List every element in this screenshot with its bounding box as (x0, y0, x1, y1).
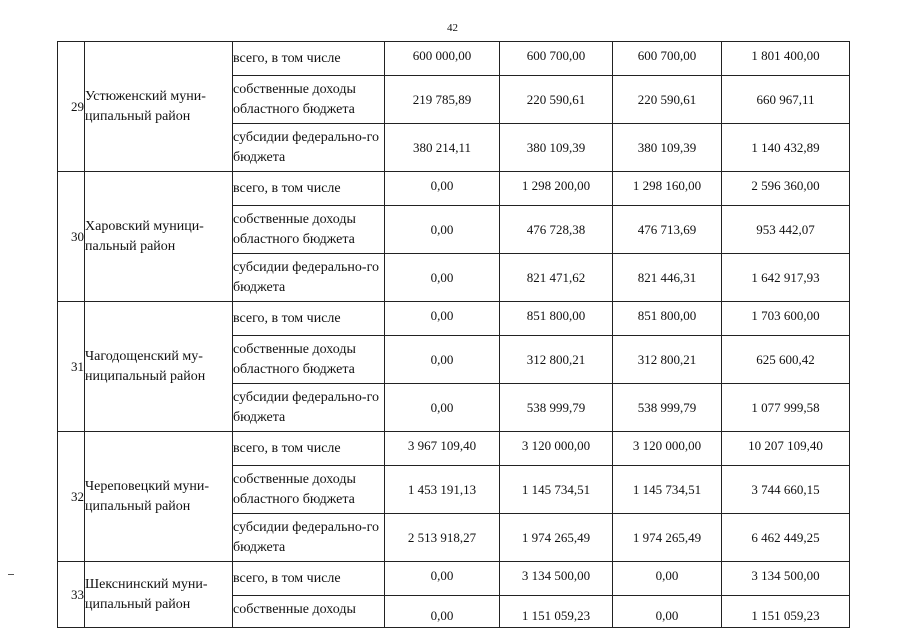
page-number: 42 (447, 22, 458, 34)
value-cell: 220 590,61 (500, 76, 613, 124)
funding-type: субсидии федерально-го бюджета (233, 124, 385, 172)
table-row (58, 42, 850, 76)
value-cell: 0,00 (385, 562, 500, 596)
funding-type: всего, в том числе (233, 42, 385, 76)
row-number: 32 (58, 432, 85, 562)
value-cell: 851 800,00 (613, 302, 722, 336)
value-cell: 953 442,07 (722, 206, 850, 254)
funding-type: субсидии федерально-го бюджета (233, 514, 385, 562)
value-cell: 821 471,62 (500, 254, 613, 302)
value-cell: 1 298 200,00 (500, 172, 613, 206)
value-cell: 3 134 500,00 (500, 562, 613, 596)
value-cell: 476 713,69 (613, 206, 722, 254)
value-cell: 0,00 (613, 562, 722, 596)
value-cell: 1 298 160,00 (613, 172, 722, 206)
funding-type: субсидии федерально-го бюджета (233, 384, 385, 432)
value-cell: 312 800,21 (613, 336, 722, 384)
table-row (58, 172, 850, 206)
funding-type: собственные доходы (233, 596, 385, 628)
value-cell: 600 700,00 (500, 42, 613, 76)
value-cell: 312 800,21 (500, 336, 613, 384)
funding-type: всего, в том числе (233, 302, 385, 336)
value-cell: 0,00 (613, 596, 722, 628)
funding-type: всего, в том числе (233, 172, 385, 206)
value-cell: 380 214,11 (385, 124, 500, 172)
value-cell: 2 596 360,00 (722, 172, 850, 206)
value-cell: 3 120 000,00 (500, 432, 613, 466)
value-cell: 600 700,00 (613, 42, 722, 76)
table-row (58, 302, 850, 336)
value-cell: 0,00 (385, 254, 500, 302)
value-cell: 538 999,79 (613, 384, 722, 432)
budget-table (57, 41, 850, 628)
value-cell: 538 999,79 (500, 384, 613, 432)
table-row (58, 562, 850, 596)
value-cell: 1 151 059,23 (500, 596, 613, 628)
value-cell: 600 000,00 (385, 42, 500, 76)
value-cell: 1 077 999,58 (722, 384, 850, 432)
value-cell: 10 207 109,40 (722, 432, 850, 466)
row-number: 30 (58, 172, 85, 302)
district-name: Устюженский муни-ципальный район (85, 42, 233, 172)
funding-type: собственные доходы областного бюджета (233, 466, 385, 514)
value-cell: 0,00 (385, 172, 500, 206)
value-cell: 0,00 (385, 384, 500, 432)
value-cell: 3 967 109,40 (385, 432, 500, 466)
value-cell: 3 134 500,00 (722, 562, 850, 596)
value-cell: 1 145 734,51 (500, 466, 613, 514)
district-name: Шекснинский муни-ципальный район (85, 562, 233, 628)
value-cell: 476 728,38 (500, 206, 613, 254)
value-cell: 1 145 734,51 (613, 466, 722, 514)
value-cell: 1 151 059,23 (722, 596, 850, 628)
value-cell: 1 974 265,49 (613, 514, 722, 562)
value-cell: 660 967,11 (722, 76, 850, 124)
funding-type: собственные доходы областного бюджета (233, 206, 385, 254)
margin-mark (8, 574, 14, 575)
value-cell: 1 703 600,00 (722, 302, 850, 336)
row-number: 33 (58, 562, 85, 628)
value-cell: 625 600,42 (722, 336, 850, 384)
value-cell: 851 800,00 (500, 302, 613, 336)
value-cell: 0,00 (385, 302, 500, 336)
value-cell: 3 744 660,15 (722, 466, 850, 514)
value-cell: 380 109,39 (613, 124, 722, 172)
funding-type: всего, в том числе (233, 432, 385, 466)
row-number: 31 (58, 302, 85, 432)
funding-type: всего, в том числе (233, 562, 385, 596)
value-cell: 0,00 (385, 596, 500, 628)
value-cell: 0,00 (385, 206, 500, 254)
value-cell: 3 120 000,00 (613, 432, 722, 466)
district-name: Череповецкий муни-ципальный район (85, 432, 233, 562)
value-cell: 1 801 400,00 (722, 42, 850, 76)
funding-type: собственные доходы областного бюджета (233, 336, 385, 384)
value-cell: 0,00 (385, 336, 500, 384)
funding-type: собственные доходы областного бюджета (233, 76, 385, 124)
value-cell: 1 453 191,13 (385, 466, 500, 514)
table-row (58, 432, 850, 466)
value-cell: 219 785,89 (385, 76, 500, 124)
value-cell: 1 642 917,93 (722, 254, 850, 302)
value-cell: 1 974 265,49 (500, 514, 613, 562)
value-cell: 821 446,31 (613, 254, 722, 302)
funding-type: субсидии федерально-го бюджета (233, 254, 385, 302)
value-cell: 1 140 432,89 (722, 124, 850, 172)
value-cell: 380 109,39 (500, 124, 613, 172)
value-cell: 6 462 449,25 (722, 514, 850, 562)
value-cell: 2 513 918,27 (385, 514, 500, 562)
district-name: Чагодощенский му-ниципальный район (85, 302, 233, 432)
district-name: Харовский муници-пальный район (85, 172, 233, 302)
row-number: 29 (58, 42, 85, 172)
value-cell: 220 590,61 (613, 76, 722, 124)
